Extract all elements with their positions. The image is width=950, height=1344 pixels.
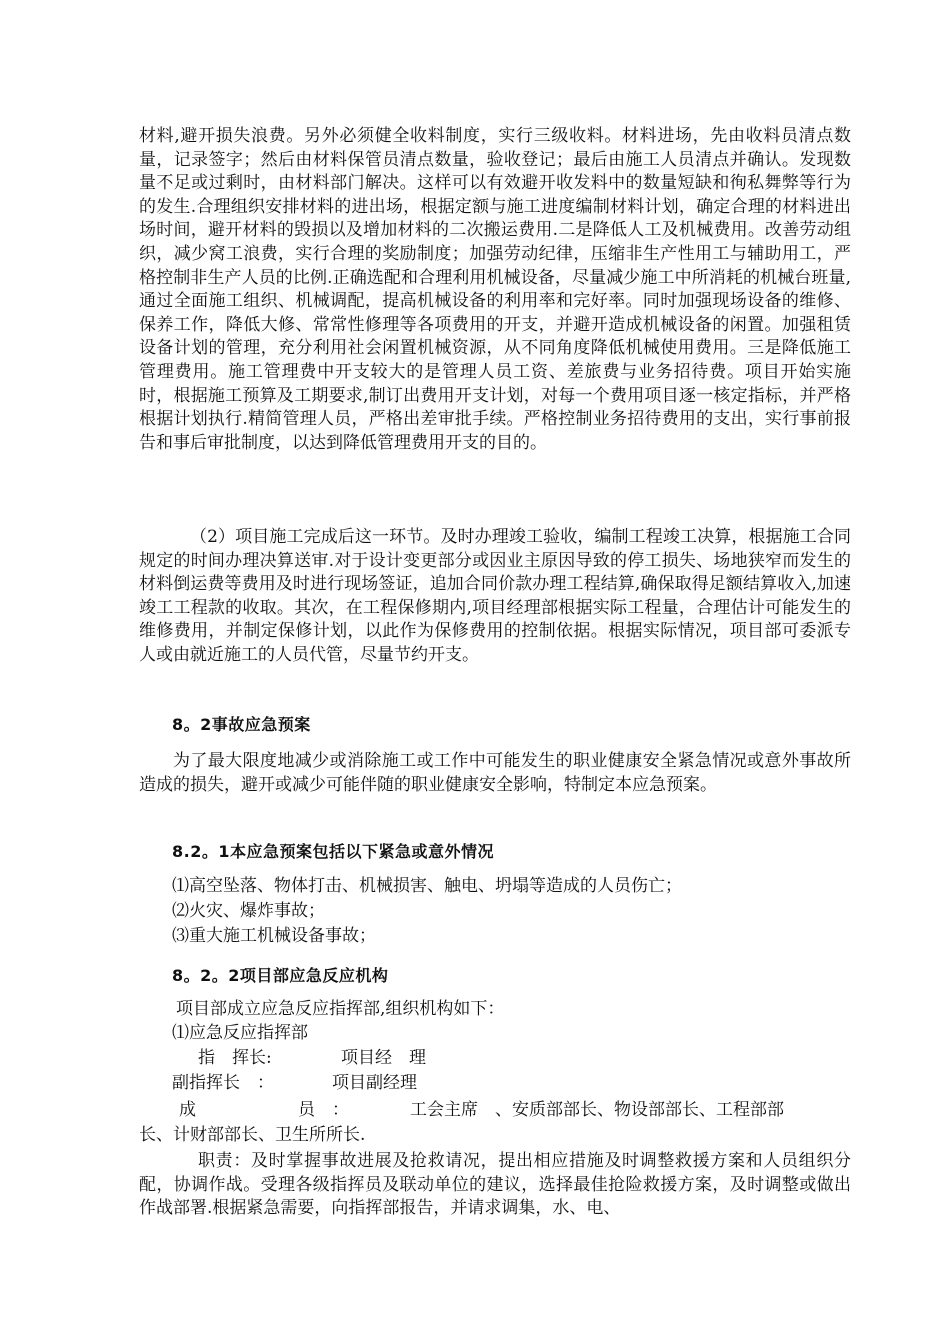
cost-control-paragraph: 材料,避开损失浪费。另外必须健全收料制度，实行三级收料。材料进场，先由收料员清点数量，记录签字；然后由材料保管员清点数量，验收登记；最后由施工人员清点并确认。发现数量不足或过剩时，由材料部门解决。这样可以有效避开收发料中的数量短缺和徇私舞弊等行为的发生.合理组织安排材料的进出场，根据定额与施工进度编制材料计划，确定合理的材料进出场时间，避开材料的毁损以及增加材料的二次搬运费用.二是降低人工及机械费用。改善劳动组织，减少窝工浪费，实行合理的奖励制度；加强劳动纪律，压缩非生产性用工与辅助用工，严格控制非生产人员的比例.正确选配和合理利用机械设备，尽量减少施工中所消耗的机械台班量,通过全面施工组织、机械调配，提高机械设备的利用率和完好率。同时加强现场设备的维修、保养工作，降低大修、常常性修理等各项费用的开支，并避开造成机械设备的闲置。加强租赁设备计划的管理，充分利用社会闲置机械资源，从不同角度降低机械使用费用。三是降低施工管理费用。施工管理费中开支较大的是管理人员工资、差旅费与业务招待费。项目开始实施时，根据施工预算及工期要求,制订出费用开支计划，对每一个费用项目逐一核定指标，并严格根据计划执行.精简管理人员，严格出差审批手续。严格控制业务招待费用的支出，实行事前报告和事后审批制度，以达到降低管理费用开支的目的。 xyxy=(139,126,851,453)
completion-phase-paragraph: （2）项目施工完成后这一环节。及时办理竣工验收，编制工程竣工决算，根据施工合同规定的时间办理决算送审.对于设计变更部分或因业主原因导致的停工损失、场地狭窄而发生的材料倒运费等费用及时进行现场签证，追加合同价款办理工程结算,确保取得足额结算收入,加速竣工工程款的收取。其次，在工程保修期内,项目经理部根据实际工程量，合理估计可能发生的维修费用，并制定保修计划，以此作为保修费用的控制依据。根据实际情况，项目部可委派专人或由就近施工的人员代管，尽量节约开支。 xyxy=(139,527,851,665)
org-intro: 项目部成立应急反应指挥部,组织机构如下： xyxy=(176,999,505,1019)
section-heading-8-2-2: 8。2。2项目部应急反应机构 xyxy=(172,966,389,985)
list-item: ⑵火灾、爆炸事故； xyxy=(172,901,325,921)
command-heading: ⑴应急反应指挥部 xyxy=(172,1023,308,1043)
list-item: ⑴高空坠落、物体打击、机械损害、触电、坍塌等造成的人员伤亡； xyxy=(172,876,682,896)
list-item: ⑶重大施工机械设备事故； xyxy=(172,926,376,946)
role-deputy-label: 副指挥长 ： xyxy=(172,1073,274,1093)
role-commander-value: 项目经 理 xyxy=(341,1048,426,1068)
role-members-label: 成 员 ： xyxy=(179,1100,349,1120)
section-heading-8-2: 8。2事故应急预案 xyxy=(172,715,311,734)
section-heading-8-2-1: 8.2。1本应急预案包括以下紧急或意外情况 xyxy=(172,842,494,861)
role-members-cont: 长、计财部部长、卫生所所长. xyxy=(139,1125,366,1145)
role-commander-label: 指 挥长: xyxy=(198,1048,272,1068)
duties-paragraph: 职责：及时掌握事故进展及抢救请况，提出相应措施及时调整救援方案和人员组织分配，协调作战。受理各级指挥员及联动单位的建议，选择最佳抢险救援方案，及时调整或做出作战部署.根据紧急需要，向指挥部报告，并请求调集，水、电、 xyxy=(139,1151,851,1219)
emergency-plan-intro: 为了最大限度地减少或消除施工或工作中可能发生的职业健康安全紧急情况或意外事故所造成的损失，避开或减少可能伴随的职业健康安全影响，特制定本应急预案。 xyxy=(139,751,851,795)
role-members-value: 工会主席 、安质部部长、物设部部长、工程部部 xyxy=(410,1100,784,1120)
role-deputy-value: 项目副经理 xyxy=(332,1073,417,1093)
